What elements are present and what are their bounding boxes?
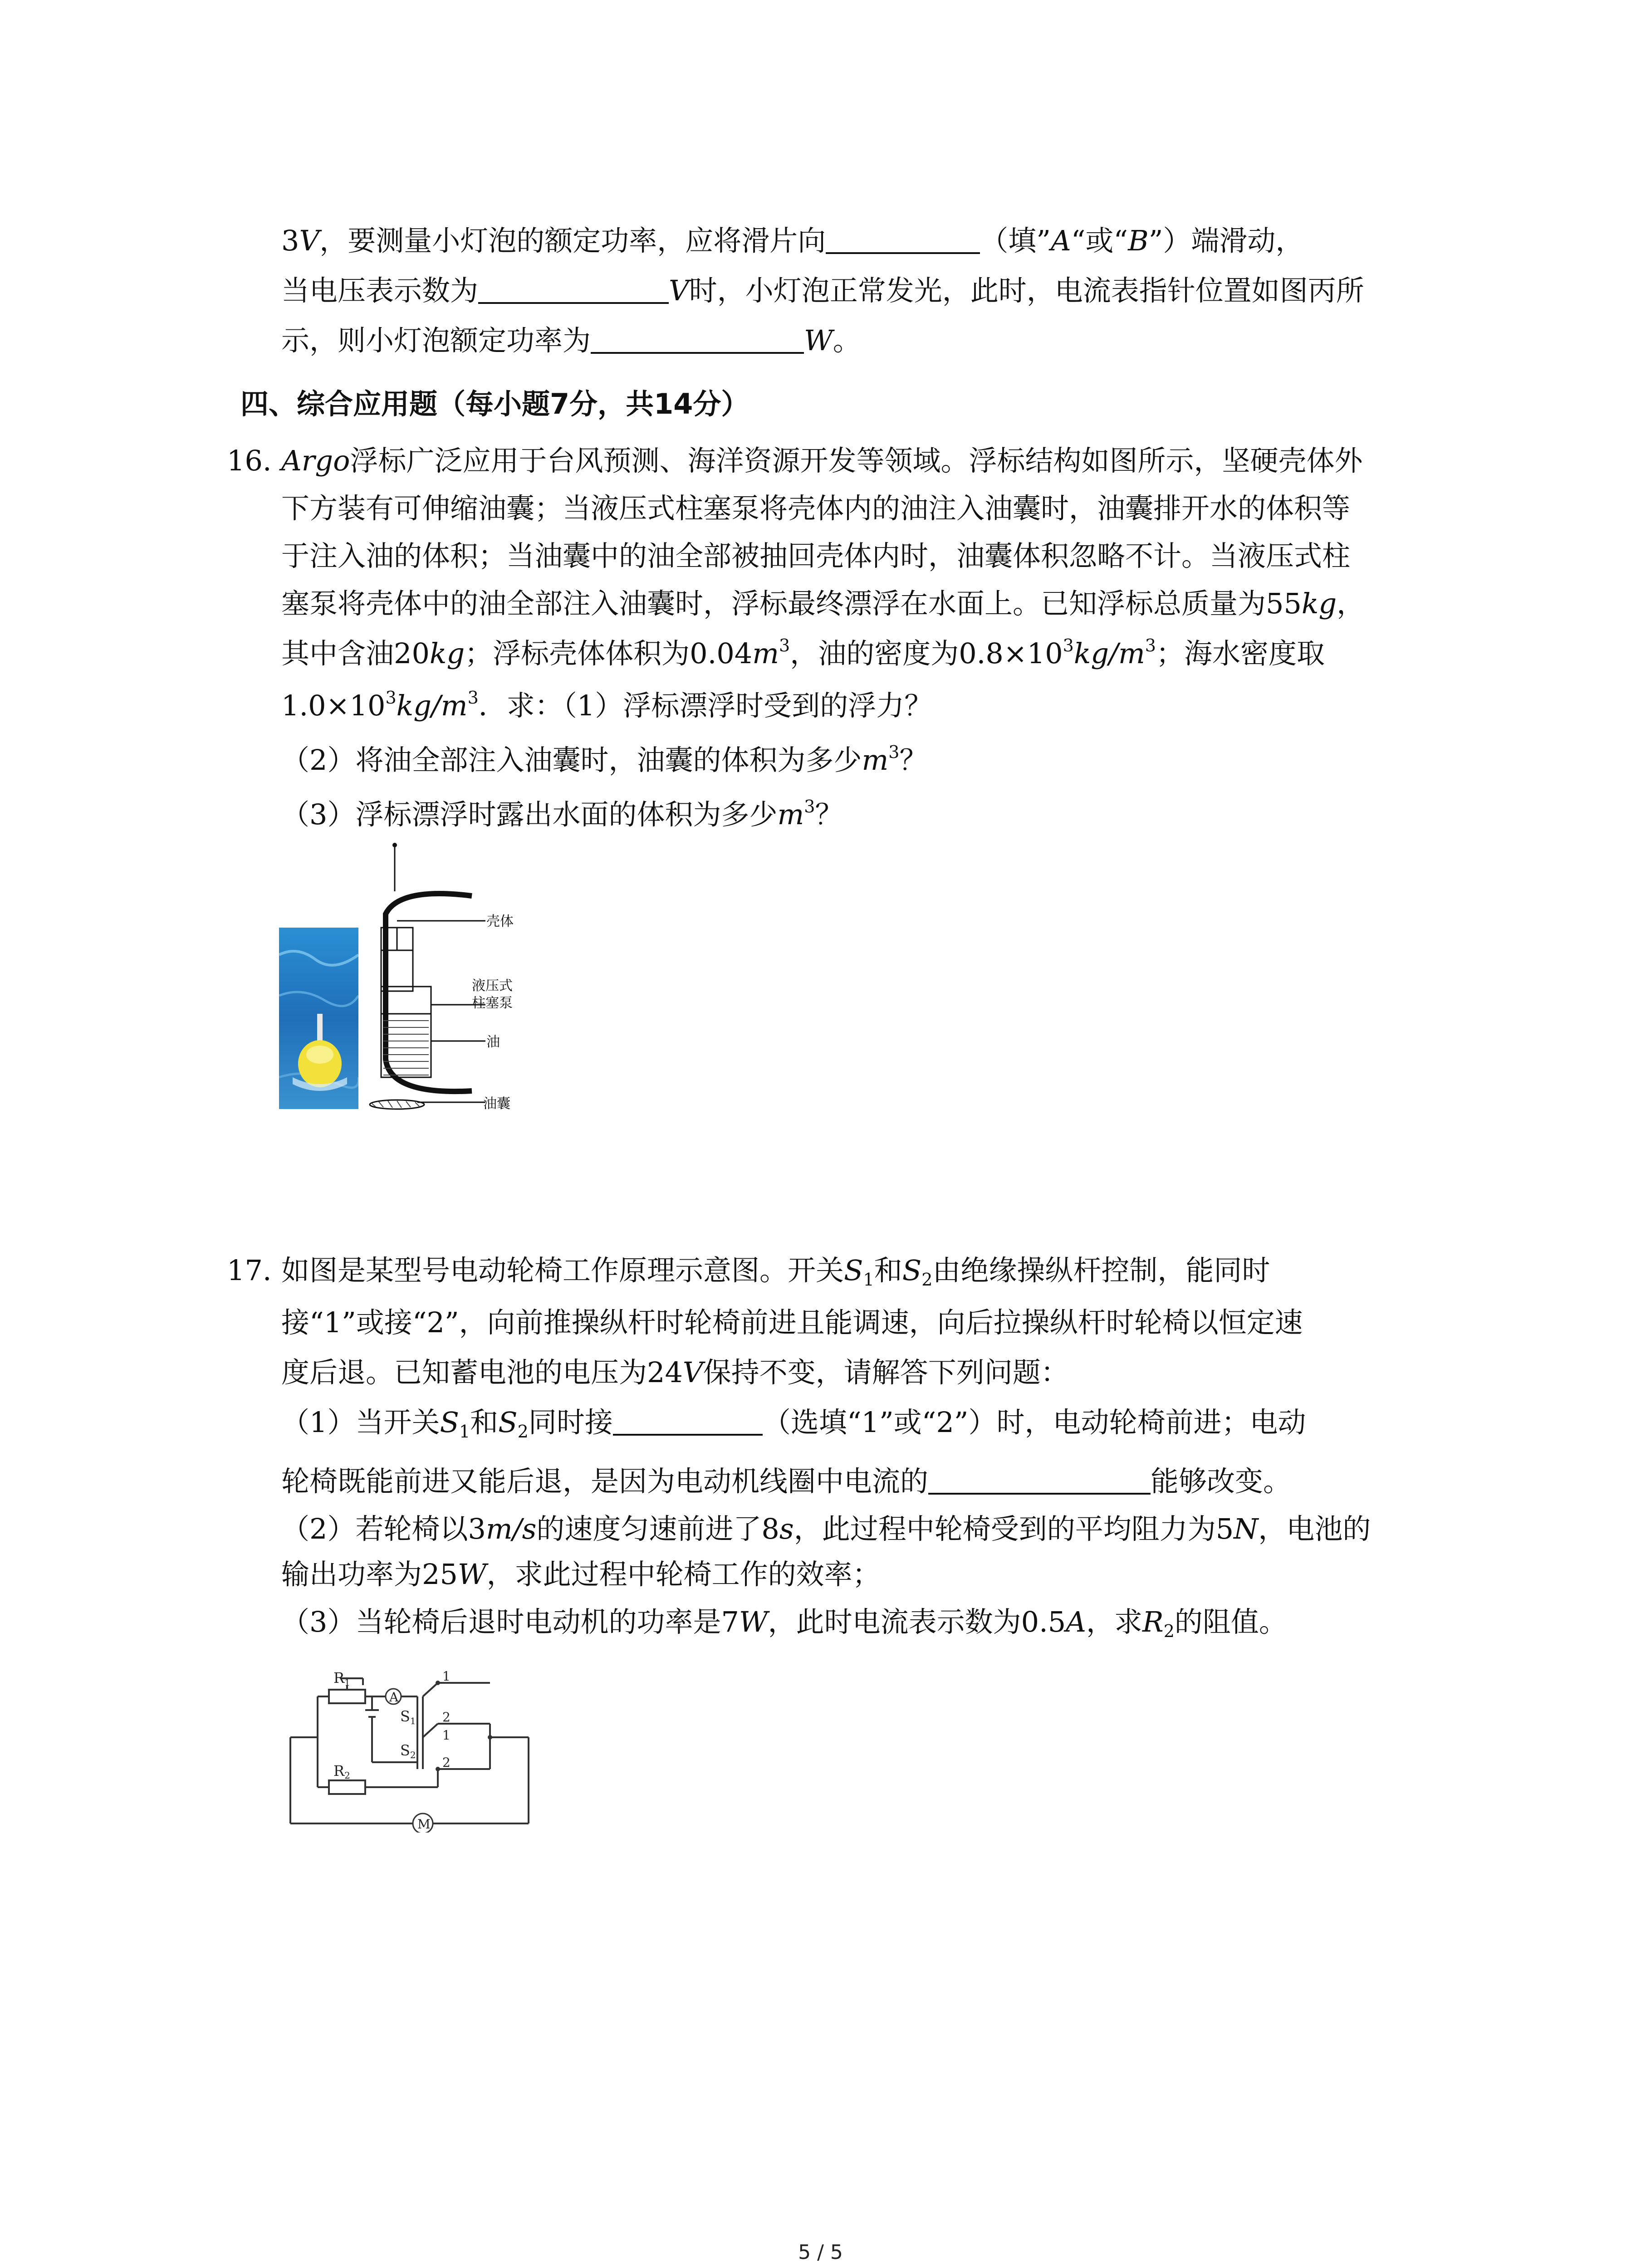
contact-2-top: 2 (442, 1710, 451, 1725)
answer-blank[interactable] (613, 1410, 763, 1436)
q16-line-4: 塞泵将壳体中的油全部注入油囊时，浮标最终漂浮在水面上。已知浮标总质量为55kg， (281, 587, 1365, 620)
q15-line-2: 当电压表示数为 V时，小灯泡正常发光，此时，电流表指针位置如图丙所 (281, 274, 1364, 307)
answer-blank[interactable] (826, 229, 980, 254)
label-s1: S1 (400, 1708, 416, 1726)
label-shell: 壳体 (486, 914, 514, 929)
contact-1-bottom: 1 (442, 1728, 451, 1743)
ammeter-symbol: A (389, 1690, 399, 1705)
section-heading: 四、综合应用题（每小题7分，共14分） (240, 387, 749, 420)
q17-part-2-cont: 输出功率为25W，求此过程中轮椅工作的效率； (281, 1558, 881, 1591)
label-r2: R2 (333, 1762, 350, 1781)
buoy-structure-diagram (363, 841, 554, 1114)
label-oil-bag: 油囊 (483, 1096, 510, 1112)
q17-part-1-cont: 轮椅既能前进又能后退，是因为电动机线圈中电流的 能够改变。 (281, 1465, 1292, 1498)
q17-part-2: （2）若轮椅以3m/s的速度匀速前进了8s，此过程中轮椅受到的平均阻力为5N，电池的 (281, 1512, 1371, 1545)
label-pump-1: 液压式 (472, 978, 513, 994)
q17-part-3: （3）当轮椅后退时电动机的功率是7W，此时电流表示数为0.5A，求$R_2$的阻值。 (281, 1605, 1287, 1641)
motor-symbol: M (417, 1817, 431, 1832)
q16-line-1: Argo浮标广泛应用于台风预测、海洋资源开发等领域。浮标结构如图所示，坚硬壳体外 (281, 444, 1363, 477)
answer-blank[interactable] (928, 1469, 1151, 1495)
q17-part-1: （1）当开关$S_1$和$S_2$同时接 （选填“1”或“2”）时，电动轮椅前进；电动 (281, 1406, 1306, 1442)
q17-line-2: 接“1”或接“2”，向前推操纵杆时轮椅前进且能调速，向后拉操纵杆时轮椅以恒定速 (281, 1306, 1303, 1339)
contact-2-bottom: 2 (442, 1755, 451, 1770)
label-s2: S2 (400, 1742, 416, 1760)
q16-line-2: 下方装有可伸缩油囊；当液压式柱塞泵将壳体内的油注入油囊时，油囊排开水的体积等 (281, 492, 1351, 525)
q16-line-6: $1.0\times 10^3kg/m^3$．求：（1）浮标漂浮时受到的浮力？ (281, 688, 933, 722)
q16-part-3: （3）浮标漂浮时露出水面的体积为多少$m^3$？ (281, 797, 843, 831)
label-oil: 油 (486, 1034, 500, 1050)
q16-line-5: 其中含油20kg；浮标壳体体积为$0.04m^3$，油的密度为$0.8\times 10^3kg/m^3$；海水密度取 (281, 635, 1325, 670)
q16-part-2: （2）将油全部注入油囊时，油囊的体积为多少$m^3$？ (281, 742, 928, 777)
q16-number: 16. (227, 444, 272, 477)
q17-line-3: 度后退。已知蓄电池的电压为24V保持不变，请解答下列问题： (281, 1356, 1069, 1389)
q17-line-1: 如图是某型号电动轮椅工作原理示意图。开关$S_1$和$S_2$由绝缘操纵杆控制，能同时 (281, 1254, 1270, 1290)
q17-number: 17. (227, 1254, 272, 1287)
label-r1: R1 (333, 1669, 350, 1688)
answer-blank[interactable] (591, 328, 804, 354)
ocean-buoy-photo (279, 928, 358, 1109)
contact-1-top: 1 (442, 1669, 451, 1684)
page-number: 5 / 5 (798, 2241, 843, 2264)
label-pump-2: 柱塞泵 (472, 995, 513, 1011)
wheelchair-circuit-diagram (281, 1665, 535, 1833)
answer-blank[interactable] (478, 279, 669, 304)
q15-line-3: 示，则小灯泡额定功率为 W。 (281, 324, 861, 357)
q16-line-3: 于注入油的体积；当油囊中的油全部被抽回壳体内时，油囊体积忽略不计。当液压式柱 (281, 539, 1351, 572)
q15-line-1: 3V，要测量小灯泡的额定功率，应将滑片向 （填”A“或“B”）端滑动， (281, 224, 1304, 257)
